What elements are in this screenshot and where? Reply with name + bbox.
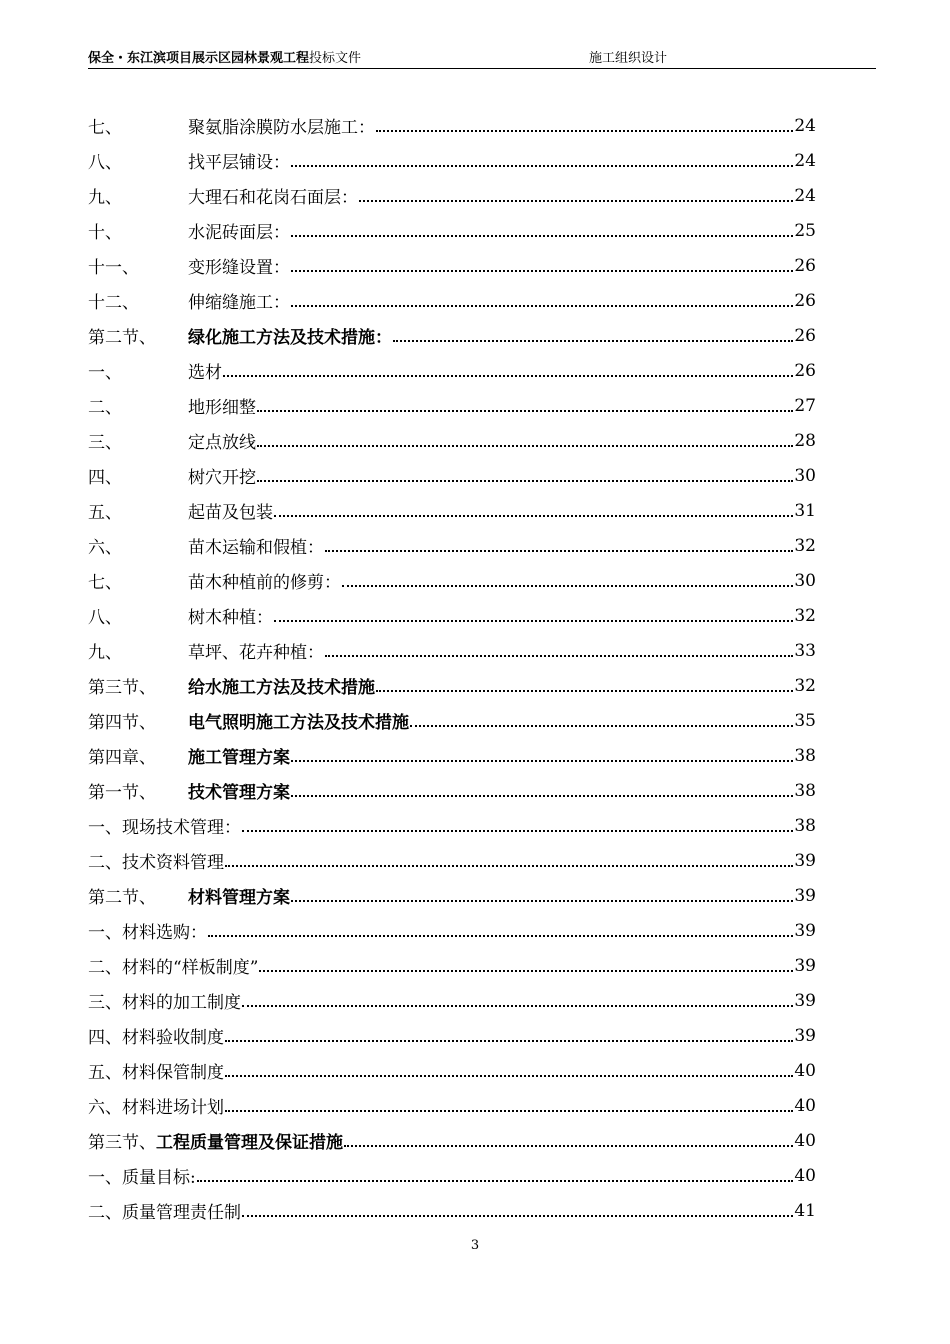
toc-entry-number: 八、	[88, 608, 122, 628]
toc-entry-page: 40	[794, 1165, 816, 1186]
toc-entry-title: 二、技术资料管理	[88, 853, 224, 873]
toc-entry-title: 二、质量管理责任制	[88, 1203, 241, 1223]
toc-entry[interactable]	[88, 843, 816, 878]
toc-entry-page: 27	[794, 395, 816, 416]
toc-entry-page: 39	[794, 920, 816, 941]
toc-entry[interactable]	[88, 1123, 816, 1158]
toc-entry-page: 33	[794, 640, 816, 661]
toc-dot-leader	[325, 655, 793, 657]
toc-entry-title: 给水施工方法及技术措施	[188, 678, 375, 698]
toc-entry-page: 30	[794, 465, 816, 486]
toc-dot-leader	[208, 935, 793, 937]
toc-entry[interactable]	[88, 1053, 816, 1088]
toc-dot-leader	[410, 725, 793, 727]
toc-entry-number: 二、	[88, 398, 122, 418]
toc-entry-page: 39	[794, 1025, 816, 1046]
toc-entry-title: 一、材料选购：	[88, 923, 207, 943]
toc-entry-page: 40	[794, 1130, 816, 1151]
toc-entry-page: 24	[794, 150, 816, 171]
toc-entry-page: 38	[794, 745, 816, 766]
toc-entry[interactable]	[88, 283, 816, 318]
toc-entry-number: 九、	[88, 188, 122, 208]
toc-dot-leader	[259, 970, 793, 972]
toc-entry-title: 聚氨脂涂膜防水层施工：	[188, 118, 375, 138]
toc-entry-title: 起苗及包装	[188, 503, 273, 523]
toc-entry[interactable]	[88, 423, 816, 458]
toc-entry[interactable]	[88, 388, 816, 423]
toc-entry-number: 七、	[88, 573, 122, 593]
toc-entry[interactable]	[88, 808, 816, 843]
toc-entry[interactable]	[88, 913, 816, 948]
toc-dot-leader	[393, 340, 793, 342]
toc-entry-number: 十二、	[88, 293, 139, 313]
toc-entry-title: 地形细整	[188, 398, 256, 418]
toc-entry-page: 32	[794, 675, 816, 696]
toc-entry[interactable]	[88, 738, 816, 773]
toc-entry-number: 三、	[88, 433, 122, 453]
toc-entry-page: 40	[794, 1095, 816, 1116]
toc-entry-title: 六、材料进场计划	[88, 1098, 224, 1118]
toc-dot-leader	[291, 305, 793, 307]
toc-entry-title: 电气照明施工方法及技术措施	[188, 713, 409, 733]
toc-entry-page: 39	[794, 885, 816, 906]
header-document-title: 保全・东江滨项目展示区园林景观工程投标文件	[88, 51, 362, 66]
toc-entry[interactable]	[88, 493, 816, 528]
toc-entry[interactable]	[88, 1088, 816, 1123]
toc-entry-title: 技术管理方案	[188, 783, 290, 803]
toc-dot-leader	[291, 760, 793, 762]
toc-entry[interactable]	[88, 318, 816, 353]
toc-dot-leader	[325, 550, 793, 552]
toc-entry[interactable]	[88, 248, 816, 283]
toc-dot-leader	[223, 375, 793, 377]
toc-dot-leader	[291, 165, 793, 167]
toc-dot-leader	[242, 1215, 793, 1217]
toc-dot-leader	[197, 1180, 794, 1182]
page-header	[88, 50, 876, 69]
toc-entry-page: 39	[794, 955, 816, 976]
toc-entry[interactable]	[88, 1158, 816, 1193]
toc-dot-leader	[242, 830, 793, 832]
toc-entry-number: 第二节、	[88, 888, 156, 908]
toc-entry-page: 35	[794, 710, 816, 731]
table-of-contents	[88, 108, 816, 1228]
toc-dot-leader	[242, 1005, 793, 1007]
toc-dot-leader	[344, 1145, 793, 1147]
toc-entry-number: 八、	[88, 153, 122, 173]
toc-entry[interactable]	[88, 668, 816, 703]
toc-entry-page: 24	[794, 115, 816, 136]
toc-entry-number: 六、	[88, 538, 122, 558]
toc-dot-leader	[376, 130, 793, 132]
page-number: 3	[470, 1238, 480, 1253]
toc-dot-leader	[225, 1110, 793, 1112]
toc-dot-leader	[291, 900, 793, 902]
toc-entry-page: 38	[794, 815, 816, 836]
toc-entry[interactable]	[88, 353, 816, 388]
toc-entry[interactable]	[88, 773, 816, 808]
toc-dot-leader	[257, 445, 793, 447]
toc-entry[interactable]	[88, 878, 816, 913]
toc-entry-page: 31	[794, 500, 816, 521]
toc-entry[interactable]	[88, 143, 816, 178]
toc-dot-leader	[359, 200, 793, 202]
toc-entry[interactable]	[88, 458, 816, 493]
toc-entry-number: 第四章、	[88, 748, 156, 768]
toc-entry-number: 十、	[88, 223, 122, 243]
toc-entry-title: 一、质量目标:	[88, 1168, 196, 1188]
toc-entry[interactable]	[88, 563, 816, 598]
toc-entry-number: 第一节、	[88, 783, 156, 803]
toc-entry-title: 第三节、	[88, 1133, 156, 1153]
toc-dot-leader	[291, 795, 793, 797]
toc-dot-leader	[291, 270, 793, 272]
toc-entry[interactable]	[88, 598, 816, 633]
toc-entry-title: 水泥砖面层：	[188, 223, 290, 243]
toc-dot-leader	[257, 480, 793, 482]
toc-entry-page: 25	[794, 220, 816, 241]
toc-entry-page: 38	[794, 780, 816, 801]
toc-entry[interactable]	[88, 108, 816, 143]
toc-entry[interactable]	[88, 633, 816, 668]
toc-entry-title: 树穴开挖	[188, 468, 256, 488]
toc-entry-title: 材料管理方案	[188, 888, 290, 908]
toc-dot-leader	[225, 1075, 793, 1077]
toc-entry-title: 一、现场技术管理：	[88, 818, 241, 838]
toc-entry[interactable]	[88, 703, 816, 738]
toc-dot-leader	[291, 235, 793, 237]
toc-entry-title: 变形缝设置：	[188, 258, 290, 278]
toc-entry-title: 苗木种植前的修剪：	[188, 573, 341, 593]
toc-entry[interactable]	[88, 178, 816, 213]
toc-entry-title: 二、材料的“样板制度”	[88, 958, 259, 978]
toc-entry[interactable]	[88, 1193, 816, 1228]
toc-entry-title: 定点放线	[188, 433, 256, 453]
toc-dot-leader	[376, 690, 793, 692]
toc-entry-page: 28	[794, 430, 816, 451]
toc-dot-leader	[257, 410, 793, 412]
toc-entry-title: 五、材料保管制度	[88, 1063, 224, 1083]
toc-entry-title: 选材	[188, 363, 222, 383]
toc-entry-page: 30	[794, 570, 816, 591]
toc-entry-number: 五、	[88, 503, 122, 523]
toc-entry-page: 24	[794, 185, 816, 206]
toc-entry-title: 找平层铺设：	[188, 153, 290, 173]
toc-entry-page: 26	[794, 325, 816, 346]
toc-entry-title: 苗木运输和假植：	[188, 538, 324, 558]
toc-entry-page: 39	[794, 850, 816, 871]
toc-entry-page: 26	[794, 360, 816, 381]
toc-entry-number: 九、	[88, 643, 122, 663]
toc-entry-page: 26	[794, 255, 816, 276]
toc-entry-number: 第二节、	[88, 328, 156, 348]
toc-entry-number: 第四节、	[88, 713, 156, 733]
toc-entry-page: 32	[794, 605, 816, 626]
toc-dot-leader	[274, 515, 793, 517]
toc-entry-title: 伸缩缝施工：	[188, 293, 290, 313]
header-section-title: 施工组织设计	[589, 51, 668, 66]
toc-entry-number: 一、	[88, 363, 122, 383]
toc-entry[interactable]	[88, 528, 816, 563]
toc-entry-page: 39	[794, 990, 816, 1011]
toc-dot-leader	[225, 1040, 793, 1042]
toc-entry-page: 26	[794, 290, 816, 311]
toc-entry-number: 七、	[88, 118, 122, 138]
toc-entry-number: 四、	[88, 468, 122, 488]
toc-entry-title: 四、材料验收制度	[88, 1028, 224, 1048]
toc-dot-leader	[274, 620, 793, 622]
toc-entry-title: 三、材料的加工制度	[88, 993, 241, 1013]
toc-entry-number: 十一、	[88, 258, 139, 278]
toc-entry-title-bold: 工程质量管理及保证措施	[156, 1133, 343, 1153]
toc-entry-title: 施工管理方案	[188, 748, 290, 768]
toc-entry[interactable]	[88, 983, 816, 1018]
toc-dot-leader	[225, 865, 793, 867]
toc-entry[interactable]	[88, 213, 816, 248]
toc-entry-title: 大理石和花岗石面层：	[188, 188, 358, 208]
toc-entry-page: 41	[794, 1200, 816, 1221]
toc-entry-page: 40	[794, 1060, 816, 1081]
toc-entry-title: 树木种植：	[188, 608, 273, 628]
toc-entry[interactable]	[88, 1018, 816, 1053]
toc-entry[interactable]	[88, 948, 816, 983]
toc-dot-leader	[342, 585, 793, 587]
toc-entry-page: 32	[794, 535, 816, 556]
toc-entry-title: 草坪、花卉种植：	[188, 643, 324, 663]
toc-entry-title: 绿化施工方法及技术措施：	[188, 328, 392, 348]
toc-entry-number: 第三节、	[88, 678, 156, 698]
